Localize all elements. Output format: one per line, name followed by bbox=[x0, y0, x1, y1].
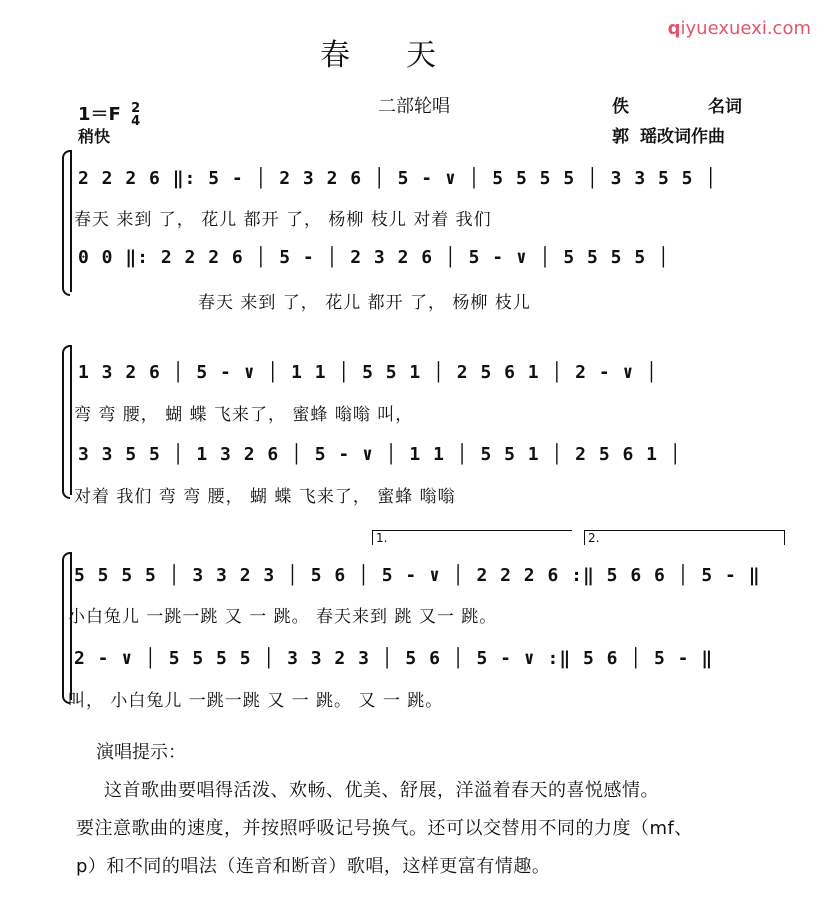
watermark-domain: iyuexuexi.com bbox=[680, 18, 811, 39]
volta-second-ending bbox=[584, 530, 785, 545]
music-credit bbox=[612, 122, 725, 147]
system3-voice2-notes: 2 - ∨ │ 5 5 5 5 │ 3 3 2 3 │ 5 6 │ 5 - ∨ :‖ 5 6 │ 5 - ‖ bbox=[74, 648, 714, 669]
song-subtitle: 二部轮唱 bbox=[378, 96, 450, 117]
time-bottom: 4 bbox=[131, 114, 141, 129]
tips-heading: 演唱提示： bbox=[96, 742, 186, 763]
system2-voice1-notes: 1 3 2 6 │ 5 - ∨ │ 1 1 │ 5 5 1 │ 2 5 6 1 │ 2 - ∨ │ bbox=[78, 362, 659, 383]
system1-voice1-lyrics: 春天 来到 了， 花儿 都开 了， 杨柳 枝儿 对着 我们 bbox=[74, 210, 492, 230]
system2-brace bbox=[62, 345, 70, 499]
key-text: 1＝F bbox=[78, 104, 121, 125]
system1-voice1-notes: 2 2 2 6 ‖: 5 - │ 2 3 2 6 │ 5 - ∨ │ 5 5 5 5 │ 3 3 5 5 │ bbox=[78, 168, 718, 189]
tempo-marking: 稍快 bbox=[78, 127, 111, 146]
music-credit-name: 郭 bbox=[612, 127, 629, 147]
volta-second-label: 2. bbox=[588, 531, 600, 545]
time-top: 2 bbox=[131, 101, 141, 116]
lyrics-credit-role: 名词 bbox=[708, 97, 742, 117]
system1-voice2-notes: 0 0 ‖: 2 2 2 6 │ 5 - │ 2 3 2 6 │ 5 - ∨ │ 5 5 5 5 │ bbox=[78, 247, 670, 268]
system1-start-bar bbox=[70, 150, 72, 292]
tips-line-2: 要注意歌曲的速度，并按照呼吸记号换气。还可以交替用不同的力度（mf、 bbox=[76, 818, 693, 839]
music-credit-role: 瑶改词作曲 bbox=[640, 127, 725, 147]
system3-voice1-notes: 5 5 5 5 │ 3 3 2 3 │ 5 6 │ 5 - ∨ │ 2 2 2 6 :‖ 5 6 6 │ 5 - ‖ bbox=[74, 565, 761, 586]
lyrics-credit-name: 佚 bbox=[612, 97, 629, 117]
song-title: 春天 bbox=[320, 38, 492, 73]
volta-first-label: 1. bbox=[376, 531, 388, 545]
tips-line-1: 这首歌曲要唱得活泼、欢畅、优美、舒展，洋溢着春天的喜悦感情。 bbox=[104, 780, 659, 801]
system1-voice2-lyrics: 春天 来到 了， 花儿 都开 了， 杨柳 枝儿 bbox=[198, 293, 531, 313]
system3-voice2-lyrics: 叫， 小白兔儿 一跳一跳 又 一 跳。 又 一 跳。 bbox=[68, 691, 444, 711]
system2-voice1-lyrics: 弯 弯 腰， 蝴 蝶 飞来了， 蜜蜂 嗡嗡 叫， bbox=[74, 405, 414, 425]
volta-first-ending bbox=[372, 530, 572, 545]
system2-start-bar bbox=[70, 345, 72, 495]
system2-voice2-lyrics: 对着 我们 弯 弯 腰， 蝴 蝶 飞来了， 蜜蜂 嗡嗡 bbox=[74, 487, 456, 507]
lyrics-credit bbox=[612, 92, 742, 117]
system1-brace bbox=[62, 150, 70, 296]
system3-brace bbox=[62, 552, 70, 704]
system3-voice1-lyrics: 小白兔儿 一跳一跳 又 一 跳。 春天来到 跳 又一 跳。 bbox=[68, 607, 498, 627]
tips-line-3: p）和不同的唱法（连音和断音）歌唱，这样更富有情趣。 bbox=[76, 856, 551, 877]
site-watermark bbox=[668, 18, 811, 39]
system2-voice2-notes: 3 3 5 5 │ 1 3 2 6 │ 5 - ∨ │ 1 1 │ 5 5 1 │ 2 5 6 1 │ bbox=[78, 444, 682, 465]
watermark-q: q bbox=[667, 18, 681, 39]
time-signature bbox=[131, 102, 140, 128]
